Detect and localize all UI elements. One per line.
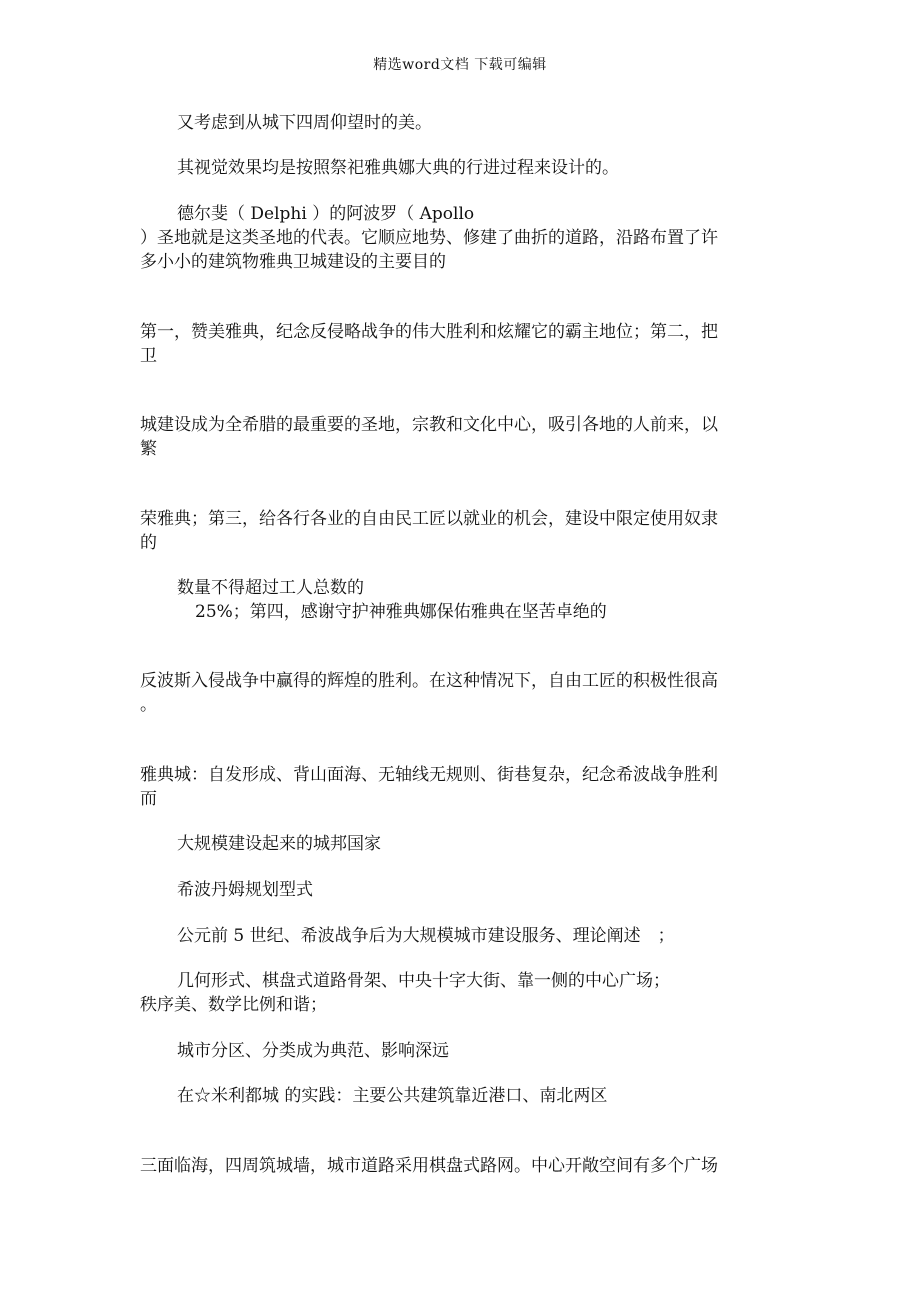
text-line: 雅典城：自发形成、背山面海、无轴线无规则、街巷复杂，纪念希波战争胜利 — [140, 765, 718, 785]
text-line: 反波斯入侵战争中赢得的辉煌的胜利。在这种情况下，自由工匠的积极性很高 — [140, 671, 718, 691]
text-line: 希波丹姆规划型式 — [177, 880, 313, 900]
text-line: 秩序美、数学比例和谐； — [140, 995, 327, 1015]
text-line: 25%；第四，感谢守护神雅典娜保佑雅典在坚苦卓绝的 — [195, 602, 607, 622]
text-line: 在☆米利都城 的实践：主要公共建筑靠近港口、南北两区 — [177, 1086, 608, 1106]
text-line: 荣雅典；第三，给各行各业的自由民工匠以就业的机会，建设中限定使用奴隶 — [140, 509, 718, 529]
text-line: 。 — [140, 695, 157, 715]
text-line: 又考虑到从城下四周仰望时的美。 — [177, 113, 432, 133]
text-line: 几何形式、棋盘式道路骨架、中央十字大街、靠一侧的中心广场； — [177, 971, 670, 991]
page-header: 精选word文档 下载可编辑 — [373, 57, 547, 73]
text-line: 第一，赞美雅典，纪念反侵略战争的伟大胜利和炫耀它的霸主地位；第二，把 — [140, 322, 718, 342]
text-line: 而 — [140, 789, 157, 809]
text-line: 大规模建设起来的城邦国家 — [177, 834, 381, 854]
text-line: 繁 — [140, 439, 157, 459]
text-line: 卫 — [140, 346, 157, 366]
text-line: 城市分区、分类成为典范、影响深远 — [177, 1041, 449, 1061]
text-line: 多小小的建筑物雅典卫城建设的主要目的 — [140, 252, 446, 272]
text-line: ）圣地就是这类圣地的代表。它顺应地势、修建了曲折的道路，沿路布置了许 — [140, 228, 718, 248]
text-line: 德尔斐（ Delphi ）的阿波罗（ Apollo — [177, 204, 475, 224]
text-line: 其视觉效果均是按照祭祀雅典娜大典的行进过程来设计的。 — [177, 158, 619, 178]
text-line: 数量不得超过工人总数的 — [177, 578, 364, 598]
text-line: 城建设成为全希腊的最重要的圣地，宗教和文化中心，吸引各地的人前来，以 — [140, 415, 718, 435]
text-line: 的 — [140, 533, 157, 553]
text-line: 三面临海，四周筑城墙，城市道路采用棋盘式路网。中心开敞空间有多个广场 — [140, 1156, 718, 1176]
text-line: 公元前 5 世纪、希波战争后为大规模城市建设服务、理论阐述 ； — [177, 926, 675, 946]
